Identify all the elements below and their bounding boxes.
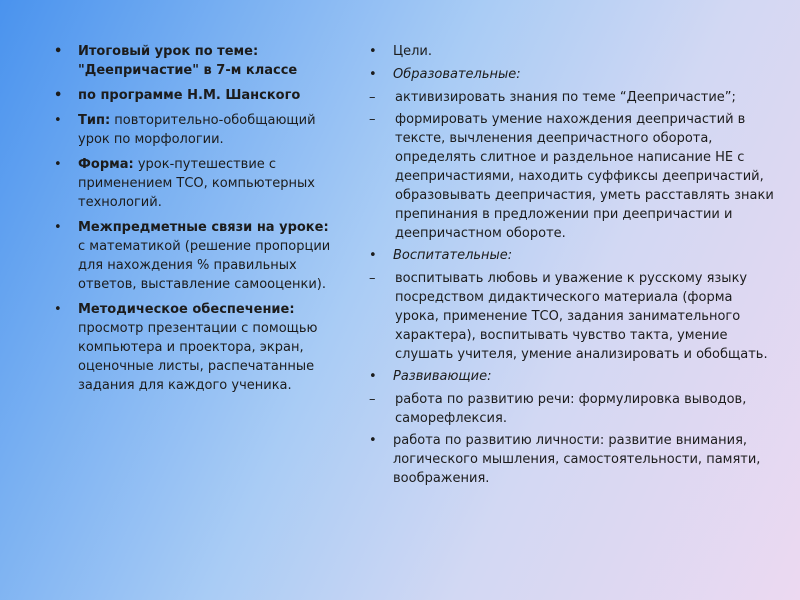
educational-goals-label: • Образовательные: (367, 65, 777, 84)
developing-goals-label: • Развивающие: (367, 367, 777, 386)
upbringing-goal-item: – воспитывать любовь и уважение к русскому языку посредством дидактического материала (форма урока, применение ТСО, задания занимательного характера), воспитывать чувство такта, умение слушать учителя, умение анализировать и обобщать. (367, 269, 777, 364)
lesson-type (52, 111, 337, 149)
developing-goals-container (367, 390, 777, 428)
goals-title: • Цели. (367, 42, 777, 61)
lesson-form-value: урок-путешествие с применением ТСО, компьютерных технологий. (78, 157, 315, 210)
upbringing-goals-label: • Воспитательные: (367, 246, 777, 265)
right-column (367, 42, 777, 491)
educational-goal-item: – формировать умение нахождения деепричастий в тексте, вычленения деепричастного оборота, определять слитное и раздельное написание НЕ с деепричастиями, находить суффиксы деепричастий, образовывать деепричастия, уметь расставлять знаки препинания в предложении при деепричастии и деепричастном обороте. (367, 110, 777, 243)
lesson-form (52, 155, 337, 212)
developing-goal-item: – работа по развитию речи: формулировка выводов, саморефлексия. (367, 390, 777, 428)
goals-list (367, 42, 777, 488)
interdisciplinary-links (52, 218, 337, 294)
left-column (52, 42, 337, 401)
educational-goals-container (367, 88, 777, 243)
lesson-type-label: Тип: (78, 113, 111, 128)
upbringing-goals-container (367, 269, 777, 364)
methodical-support (52, 300, 337, 395)
methodical-support-value: просмотр презентации с помощью компьютера и проектора, экран, оценочные листы, распечатанные задания для каждого ученика. (78, 321, 318, 393)
lesson-program-text: по программе Н.М. Шанского (78, 88, 301, 103)
left-bullet-list (52, 42, 337, 395)
lesson-title (52, 42, 337, 80)
lesson-title-line1: Итоговый урок по теме: "Деепричастие" в 7-м классе (78, 44, 298, 78)
developing-goals-list (367, 390, 777, 428)
interdisciplinary-links-label: Межпредметные связи на уроке: (78, 220, 329, 235)
lesson-type-value: повторительно-обобщающий урок по морфологии. (78, 113, 316, 147)
interdisciplinary-links-value: с математикой (решение пропорции для нахождения % правильных ответов, выставление самооценки). (78, 239, 331, 292)
upbringing-goals-list (367, 269, 777, 364)
methodical-support-label: Методическое обеспечение: (78, 302, 295, 317)
educational-goals-list (367, 88, 777, 243)
educational-goal-item: – активизировать знания по теме “Деепричастие”; (367, 88, 777, 107)
personality-development: • работа по развитию личности: развитие внимания, логического мышления, самостоятельности, памяти, воображения. (367, 431, 777, 488)
lesson-program (52, 86, 337, 105)
lesson-form-label: Форма: (78, 157, 134, 172)
